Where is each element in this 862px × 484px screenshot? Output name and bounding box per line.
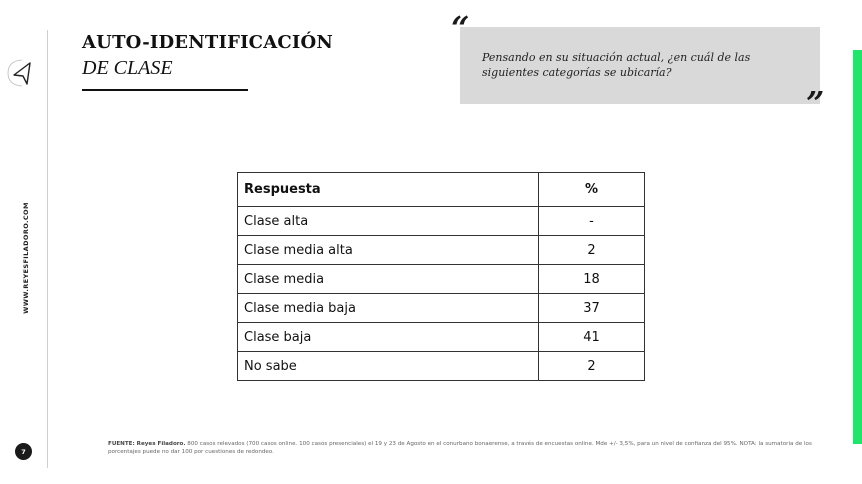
- source-text: 800 casos relevados (700 casos online. 100 casos presenciales) el 19 y 23 de Agosto en el conurbano bonaerense, a través de encuestas online. Mde +/- 3,5%, para un nivel de confianza del 95%. NOTA: la sumatoria de los porcentajes puede no dar 100 por cuestiones de redondeo.: [108, 441, 812, 455]
- row-label: Clase alta: [238, 207, 539, 236]
- row-label: Clase baja: [238, 323, 539, 352]
- row-label: Clase media: [238, 265, 539, 294]
- website-label: WWW.REYESFILADORO.COM: [22, 202, 30, 314]
- results-table: [237, 172, 645, 381]
- table-row: [238, 207, 645, 236]
- accent-bar: [853, 50, 862, 444]
- close-quote-icon: ”: [806, 84, 825, 122]
- page-number-badge: 7: [15, 443, 32, 460]
- table-header-row: [238, 173, 645, 207]
- row-value: 2: [539, 352, 645, 381]
- table-row: [238, 352, 645, 381]
- row-value: -: [539, 207, 645, 236]
- title-underline: [82, 89, 248, 91]
- row-value: 2: [539, 236, 645, 265]
- table-row: [238, 294, 645, 323]
- row-label: Clase media baja: [238, 294, 539, 323]
- table-row: [238, 265, 645, 294]
- open-quote-icon: “: [451, 9, 470, 47]
- row-value: 37: [539, 294, 645, 323]
- header-respuesta: Respuesta: [238, 173, 539, 207]
- paper-plane-outline-icon[interactable]: [5, 58, 39, 88]
- row-label: Clase media alta: [238, 236, 539, 265]
- survey-question: Pensando en su situación actual, ¿en cuál de las siguientes categorías se ubicaría?: [482, 51, 751, 79]
- page-title: AUTO-IDENTIFICACIÓN: [82, 32, 334, 53]
- row-value: 41: [539, 323, 645, 352]
- row-label: No sabe: [238, 352, 539, 381]
- rail-divider: [47, 30, 48, 468]
- header-percent: %: [539, 173, 645, 207]
- row-value: 18: [539, 265, 645, 294]
- page-subtitle: DE CLASE: [82, 57, 173, 79]
- source-footnote: [108, 440, 814, 456]
- table-row: [238, 236, 645, 265]
- table-row: [238, 323, 645, 352]
- source-label: FUENTE: Reyes Filadoro.: [108, 441, 186, 447]
